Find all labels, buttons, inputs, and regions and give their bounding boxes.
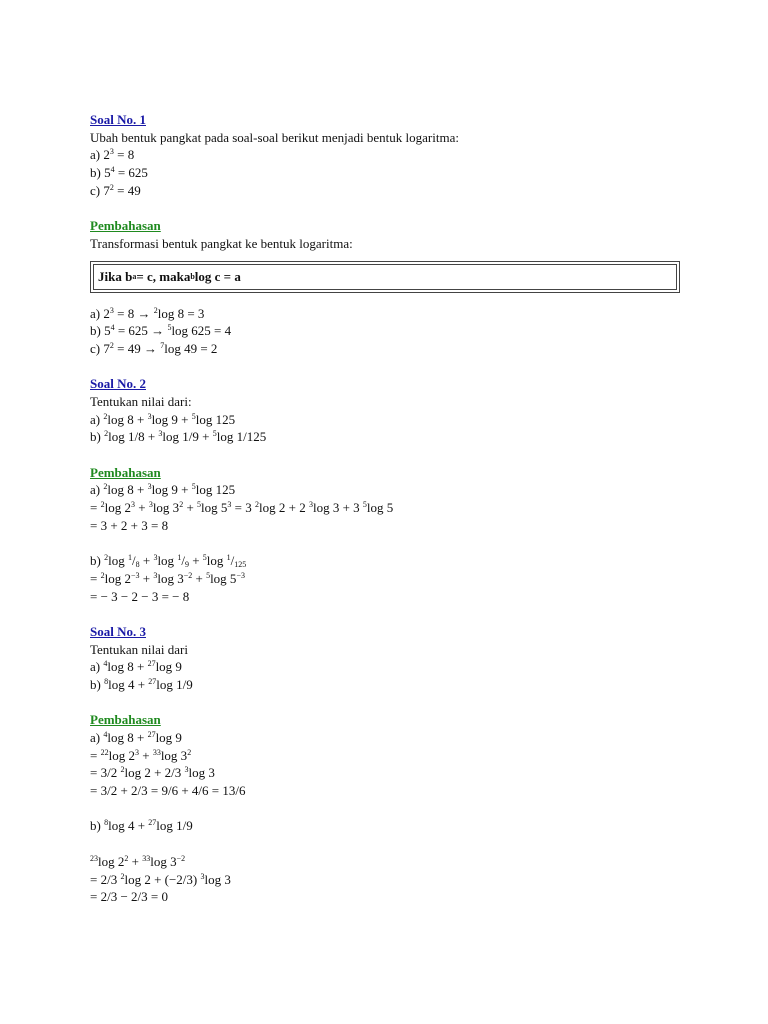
soal-2-question-a: a) $^2$log 8 + $^3$log 9 + $^5$log 125 [90, 411, 236, 427]
soal-2-solution-a-3: = 3 + 2 + 3 = 8 [90, 517, 169, 533]
soal-2-heading[interactable]: Soal No. 2 [90, 376, 146, 392]
soal-1-pembahasan-intro: Transformasi bentuk pangkat ke bentuk logaritma: [90, 235, 353, 251]
soal-2-solution-a-1: a) $^2$log 8 + $^3$log 9 + $^5$log 125 [90, 482, 236, 498]
soal-3-prompt: Tentukan nilai dari [90, 641, 189, 657]
soal-3-solution-b-1: b) $^8$log 4 + $^{27}$log 1/9 [90, 818, 193, 834]
soal-1-prompt: Ubah bentuk pangkat pada soal-soal berikut menjadi bentuk logaritma: [90, 129, 459, 145]
soal-3-solution-a-4: = 3/2 + 2/3 = 9/6 + 4/6 = 13/6 [90, 783, 246, 799]
soal-3-solution-a-1: a) $^4$log 8 + $^{27}$log 9 [90, 730, 182, 745]
soal-3-solution-b-4: = 2/3 − 2/3 = 0 [90, 889, 168, 905]
soal-1-heading[interactable]: Soal No. 1 [90, 112, 146, 127]
soal-3-solution-b-3: = 2/3 $^2$log 2 + (−2/3) $^3$log 3 [90, 871, 231, 887]
soal-2-pembahasan-heading[interactable]: Pembahasan [90, 464, 161, 480]
soal-3-solution-a-3: = 3/2 $^2$log 2 + 2/3 $^3$log 3 [90, 765, 215, 781]
soal-1-item-a: a) $2^3 = 8$ [90, 147, 135, 163]
soal-3-question-b: b) $^8$log 4 + $^{27}$log 1/9 [90, 676, 193, 692]
soal-3-solution-b-2: $^{23}$log $2^2 + ^{33}\log$ $3^{-2}$ [90, 853, 186, 869]
soal-2-solution-b-1: b) $^2$log $^1/_8 + ^3\log$ $^1/_9 + ^5\log$ $^1/_{125}$ [90, 553, 247, 570]
soal-1-answer-b: b) $5^4 = 625 \to ^5\log$ 625 = 4 [90, 323, 232, 339]
soal-1-answer-a: a) $2^3 = 8 \to ^2\log$ 8 = 3 [90, 305, 205, 321]
soal-2-solution-b-3: = − 3 − 2 − 3 = − 8 [90, 588, 190, 604]
soal-2-prompt: Tentukan nilai dari: [90, 393, 192, 409]
soal-2-solution-b-2: = $^2$log $2^{-3} + ^3\log$ $3^{-2} + ^5\log$ $5^{-3}$ [90, 570, 245, 586]
document-page [90, 111, 710, 906]
soal-1-answer-c: c) $7^2 = 49 \to ^7\log$ 49 = 2 [90, 340, 218, 356]
rule-box [90, 261, 680, 293]
soal-3-heading[interactable]: Soal No. 3 [90, 623, 146, 639]
soal-2-question-b: b) $^2$log 1/8 + $^3$log 1/9 + $^5$log 1/125 [90, 429, 267, 445]
rule-text: Jika b a = c, maka b log c = a [93, 264, 677, 290]
soal-2-solution-a-2: = $^2$log $2^3 + ^3\log$ $3^2 + ^5\log$ $5^3 = 3$ $^2$log 2 + 2 $^3$log 3 + 3 $^5$log 5 [90, 500, 394, 516]
soal-1-pembahasan-heading[interactable]: Pembahasan [90, 218, 161, 234]
soal-3-pembahasan-heading[interactable]: Pembahasan [90, 712, 161, 728]
soal-1-item-c: c) $7^2 = 49$ [90, 182, 141, 198]
soal-3-solution-a-2: = $^{22}$log $2^3 + ^{33}\log$ $3^2$ [90, 747, 192, 763]
soal-3-question-a: a) $^4$log 8 + $^{27}$log 9 [90, 659, 182, 675]
soal-1-item-b: b) $5^4 = 625$ [90, 165, 148, 181]
